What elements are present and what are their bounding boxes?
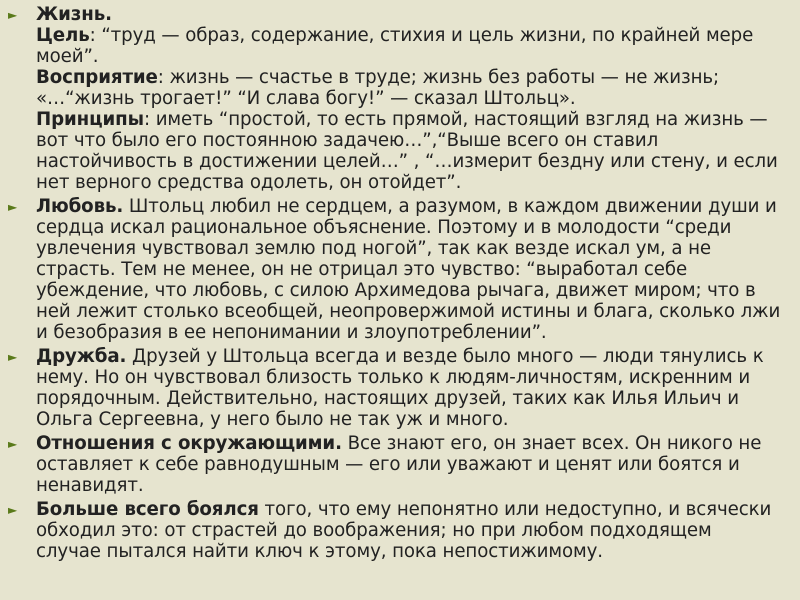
bullet-text: Штольц любил не сердцем, а разумом, в каждом движении души и сердца искал рациональное объяснение. Поэтому и в молодости “среди увлечения чувствовал землю под ногой”, так как везде искал ум, а не страсть. Тем не менее, он не отрицал это чувство: “выработал себе убеждение, что любовь, с силою Архимедова рычага, движет миром; что в ней лежит столько всеобщей, неопровержимой истины и блага, сколько лжи и безобразия в ее непонимании и злоупотреблении”. (36, 196, 781, 343)
bullet-heading: Больше всего боялся (36, 499, 259, 520)
bullet-content (36, 4, 782, 193)
bullet-heading: Жизнь. (36, 4, 112, 25)
bullet-relations (8, 433, 782, 496)
bullet-arrow-icon: ► (8, 8, 18, 22)
bullet-life (8, 4, 782, 193)
bullet-content (36, 196, 782, 343)
bullet-text: того, что ему непонятно или недоступно, и всячески обходил это: от страстей до воображения; но при любом подходящем случае пытался найти ключ к этому, пока непостижимому. (36, 499, 772, 562)
bullet-arrow-icon: ► (8, 200, 18, 214)
bullet-content (36, 499, 782, 562)
bullet-heading: Отношения с окружающими. (36, 433, 342, 454)
bullet-content (36, 433, 782, 496)
bullet-text: Друзей у Штольца всегда и везде было много — люди тянулись к нему. Но он чувствовал близость только к людям-личностям, искренним и порядочным. Действительно, настоящих друзей, таких как Илья Ильич и Ольга Сергеевна, у него было не так уж и много. (36, 346, 764, 430)
bullet-arrow-icon: ► (8, 350, 18, 364)
bullet-heading: Любовь. (36, 196, 124, 217)
bullet-arrow-icon: ► (8, 437, 18, 451)
bullet-love (8, 196, 782, 343)
bullet-arrow-icon: ► (8, 503, 18, 517)
bullet-fear (8, 499, 782, 562)
bullet-content (36, 346, 782, 430)
bullet-heading: Дружба. (36, 346, 127, 367)
bullet-text: Все знают его, он знает всех. Он никого не оставляет к себе равнодушным — его или уважают и ценят или боятся и ненавидят. (36, 433, 762, 496)
bullet-friendship (8, 346, 782, 430)
goal-line: Цель: “труд — образ, содержание, стихия и цель жизни, по крайней мере моей”. (36, 25, 754, 67)
perception-line: Восприятие: жизнь — счастье в труде; жизнь без работы — не жизнь; «…“жизнь трогает!” “И слава богу!” — сказал Штольц». (36, 67, 720, 109)
principles-line: Принципы: иметь “простой, то есть прямой, настоящий взгляд на жизнь — вот что было его постоянною задачею…”,“Выше всего он ставил настойчивость в достижении целей…” , “…измерит бездну или стену, и если нет верного средства одолеть, он отойдет”. (36, 109, 778, 193)
